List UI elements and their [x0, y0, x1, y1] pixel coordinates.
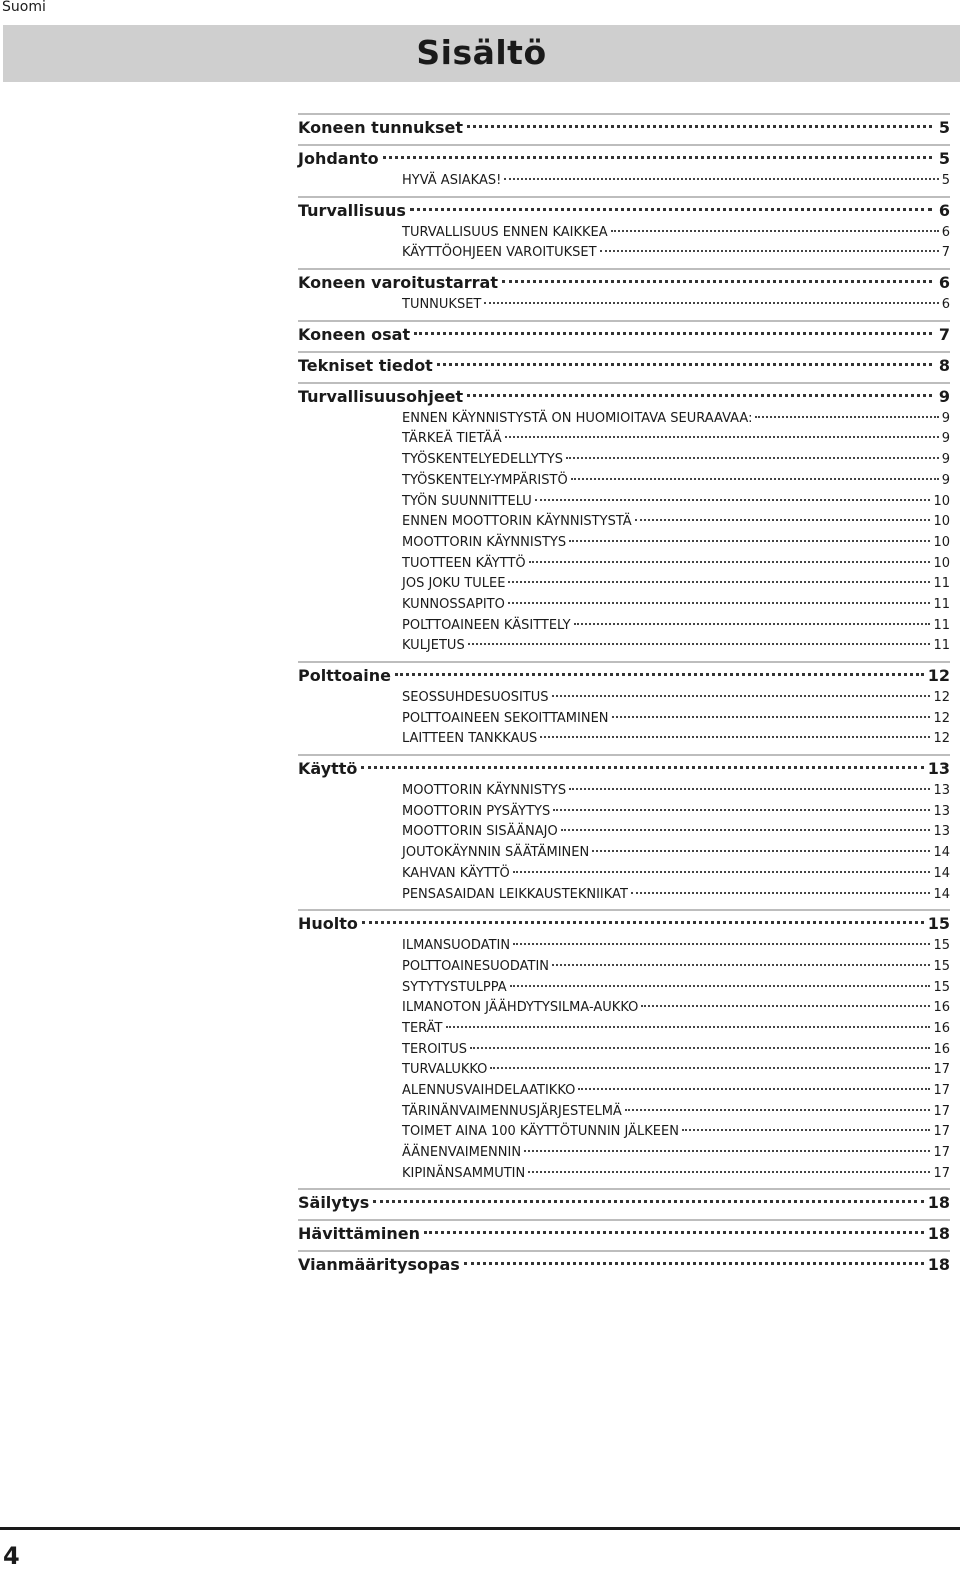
- toc-subentry-title: KÄYTTÖOHJEEN VAROITUKSET: [402, 245, 597, 261]
- toc-subentry[interactable]: [402, 411, 950, 432]
- toc-subentry-title: POLTTOAINEEN SEKOITTAMINEN: [402, 710, 609, 726]
- dot-leader: [505, 436, 939, 438]
- toc-section-entry[interactable]: [298, 1219, 950, 1248]
- toc-subentry-title: ALENNUSVAIHDELAATIKKO: [402, 1083, 576, 1098]
- toc-subentry[interactable]: [402, 597, 950, 618]
- dot-leader: [410, 208, 932, 211]
- toc-subentry-title: TURVALLISUUS ENNEN KAIKKEA: [402, 224, 608, 240]
- toc-subentry-title: SYTYTYSTULPPA: [402, 979, 507, 995]
- toc-subentry[interactable]: [402, 783, 950, 804]
- toc-subentry-title: ILMANOTON JÄÄHDYTYSILMA-AUKKO: [402, 1000, 639, 1016]
- dot-leader: [566, 457, 939, 459]
- toc-section-page: 5: [938, 149, 950, 168]
- toc-subentry-page: 12: [933, 690, 950, 705]
- toc-subentry[interactable]: [402, 1042, 950, 1063]
- toc-subentry[interactable]: [402, 473, 950, 494]
- toc-subentry-page: 15: [933, 979, 950, 995]
- dot-leader: [508, 581, 930, 583]
- dot-leader: [424, 1231, 924, 1234]
- toc-subentry-title: TÄRINÄNVAIMENNUSJÄRJESTELMÄ: [402, 1103, 622, 1119]
- toc-subentry-page: 7: [941, 245, 950, 261]
- toc-section-page: 18: [927, 1224, 950, 1244]
- toc-subentry[interactable]: [402, 690, 950, 711]
- dot-leader: [552, 695, 931, 697]
- toc-subentry-title: ILMANSUODATIN: [402, 938, 511, 954]
- dot-leader: [468, 643, 931, 645]
- dot-leader: [600, 250, 939, 252]
- toc-subentry[interactable]: [402, 959, 950, 980]
- dot-leader: [528, 1171, 930, 1173]
- page-title: Sisältö: [416, 33, 547, 72]
- toc-subentry[interactable]: [402, 1104, 950, 1125]
- toc-section-entry[interactable]: [298, 113, 950, 142]
- dot-leader: [464, 1262, 924, 1265]
- toc-section-title: Vianmääritysopas: [298, 1255, 460, 1275]
- dot-leader: [467, 394, 932, 397]
- toc-subentry[interactable]: [402, 1124, 950, 1145]
- dot-leader: [470, 1047, 930, 1049]
- title-banner: [3, 25, 960, 82]
- toc-subentry-title: TYÖN SUUNNITTELU: [402, 493, 532, 509]
- toc-section: [298, 909, 950, 1186]
- toc-subentry[interactable]: [402, 245, 950, 266]
- language-label: Suomi: [2, 0, 46, 15]
- dot-leader: [641, 1005, 930, 1007]
- dot-leader: [535, 499, 931, 501]
- toc-subentry-page: 9: [941, 472, 950, 488]
- toc-section-title: Säilytys: [298, 1193, 370, 1213]
- toc-subentry-page: 14: [933, 845, 950, 861]
- toc-section-page: 12: [927, 666, 950, 685]
- dot-leader: [513, 871, 931, 873]
- toc-section: [298, 351, 950, 380]
- toc-subentry[interactable]: [402, 711, 950, 732]
- dot-leader: [502, 280, 932, 283]
- toc-subentry-page: 10: [933, 493, 950, 509]
- toc-section-page: 15: [927, 914, 950, 934]
- toc-section: [298, 144, 950, 194]
- dot-leader: [578, 1088, 930, 1090]
- toc-subentry-page: 16: [933, 1041, 950, 1057]
- toc-subentry[interactable]: [402, 731, 950, 752]
- toc-subentry[interactable]: [402, 824, 950, 845]
- toc-section-page: 18: [927, 1255, 950, 1275]
- toc-subentry-title: JOS JOKU TULEE: [402, 576, 506, 592]
- toc-subentry[interactable]: [402, 1145, 950, 1166]
- toc-subentry-title: HYVÄ ASIAKAS!: [402, 173, 502, 188]
- toc-section: [298, 196, 950, 266]
- dot-leader: [571, 478, 939, 480]
- toc-subentry[interactable]: [402, 514, 950, 535]
- dot-leader: [524, 1150, 930, 1152]
- toc-section: [298, 320, 950, 349]
- toc-subentry[interactable]: [402, 845, 950, 866]
- toc-subentry[interactable]: [402, 938, 950, 959]
- toc-subentry-page: 16: [933, 1020, 950, 1036]
- toc-section-page: 6: [938, 200, 950, 220]
- toc-subentry[interactable]: [402, 173, 950, 194]
- toc-subentry-page: 15: [933, 938, 950, 954]
- toc-subentry-title: TYÖSKENTELY-YMPÄRISTÖ: [402, 472, 568, 488]
- dot-leader: [508, 602, 931, 604]
- dot-leader: [446, 1026, 931, 1028]
- toc-subentry-page: 6: [941, 224, 950, 240]
- dot-leader: [540, 736, 930, 738]
- toc-subentry-page: 10: [933, 514, 950, 530]
- toc-subentry[interactable]: [402, 494, 950, 515]
- dot-leader: [484, 302, 938, 304]
- dot-leader: [592, 850, 930, 852]
- toc-section-entry[interactable]: [298, 1188, 950, 1217]
- dot-leader: [569, 540, 930, 542]
- toc-subentry-title: TOIMET AINA 100 KÄYTTÖTUNNIN JÄLKEEN: [402, 1124, 679, 1140]
- table-of-contents: [298, 113, 950, 1281]
- toc-subentry-title: MOOTTORIN PYSÄYTYS: [402, 803, 551, 819]
- toc-subentry[interactable]: [402, 576, 950, 597]
- toc-subentry-title: TUOTTEEN KÄYTTÖ: [402, 555, 526, 571]
- toc-subentry-page: 10: [933, 534, 950, 550]
- toc-section-entry[interactable]: [298, 661, 950, 690]
- toc-subentry-title: KUNNOSSAPITO: [402, 596, 505, 612]
- toc-subentry-title: TEROITUS: [402, 1041, 467, 1057]
- toc-subentry-title: KULJETUS: [402, 638, 465, 654]
- toc-section: [298, 268, 950, 318]
- toc-subentry[interactable]: [402, 1166, 950, 1187]
- dot-leader: [635, 519, 931, 521]
- dot-leader: [682, 1129, 930, 1131]
- toc-section-entry[interactable]: [298, 268, 950, 297]
- toc-section-title: Turvallisuus: [298, 200, 406, 220]
- toc-subentry-page: 11: [933, 596, 950, 612]
- dot-leader: [373, 1200, 923, 1203]
- toc-subentry-page: 17: [933, 1145, 950, 1161]
- toc-subentry-title: KIPINÄNSAMMUTIN: [402, 1165, 526, 1181]
- toc-section-entry[interactable]: [298, 144, 950, 173]
- toc-subentry[interactable]: [402, 452, 950, 473]
- toc-section: [298, 1219, 950, 1248]
- toc-subentry-title: MOOTTORIN KÄYNNISTYS: [402, 783, 567, 799]
- toc-section-entry[interactable]: [298, 382, 950, 411]
- toc-subentry-page: 11: [933, 638, 950, 654]
- toc-subentry[interactable]: [402, 225, 950, 246]
- toc-section-page: 13: [927, 759, 950, 779]
- toc-subentry-title: LAITTEEN TANKKAUS: [402, 731, 538, 747]
- toc-section: [298, 382, 950, 659]
- toc-subentry-title: TURVALUKKO: [402, 1062, 488, 1078]
- toc-subentry-page: 17: [933, 1062, 950, 1078]
- dot-leader: [552, 964, 930, 966]
- toc-section-page: 5: [938, 118, 950, 137]
- toc-subentry[interactable]: [402, 1021, 950, 1042]
- toc-subentry-page: 9: [941, 452, 950, 468]
- toc-subentry[interactable]: [402, 887, 950, 908]
- toc-section-title: Koneen tunnukset: [298, 118, 464, 137]
- toc-subentry-title: TÄRKEÄ TIETÄÄ: [402, 431, 502, 447]
- toc-subentry[interactable]: [402, 866, 950, 887]
- toc-subentry[interactable]: [402, 804, 950, 825]
- toc-section: [298, 754, 950, 907]
- dot-leader: [383, 156, 932, 159]
- toc-subentry-page: 13: [933, 824, 950, 840]
- dot-leader: [625, 1109, 931, 1111]
- toc-section: [298, 1188, 950, 1217]
- toc-subentry-title: POLTTOAINEEN KÄSITTELY: [402, 617, 571, 633]
- toc-subentry-page: 17: [933, 1165, 950, 1181]
- dot-leader: [631, 892, 931, 894]
- dot-leader: [755, 416, 938, 418]
- toc-subentry-title: TYÖSKENTELYEDELLYTYS: [402, 452, 564, 468]
- dot-leader: [504, 178, 938, 180]
- dot-leader: [510, 985, 931, 987]
- toc-subentry-page: 9: [941, 410, 950, 426]
- toc-section: [298, 661, 950, 752]
- toc-subentry-title: KAHVAN KÄYTTÖ: [402, 865, 510, 881]
- toc-subentry-title: SEOSSUHDESUOSITUS: [402, 690, 549, 705]
- toc-subentry-title: ÄÄNENVAIMENNIN: [402, 1145, 522, 1161]
- toc-subentry[interactable]: [402, 1000, 950, 1021]
- toc-section-title: Polttoaine: [298, 666, 392, 685]
- toc-subentry-page: 14: [933, 886, 950, 902]
- toc-subentry-page: 6: [941, 297, 950, 313]
- footer-divider: [0, 1527, 960, 1530]
- dot-leader: [574, 623, 931, 625]
- toc-subentry-page: 11: [933, 576, 950, 592]
- dot-leader: [467, 125, 932, 128]
- dot-leader: [362, 921, 924, 924]
- toc-section-page: 18: [927, 1193, 950, 1213]
- toc-section-entry[interactable]: [298, 320, 950, 349]
- toc-subentry[interactable]: [402, 431, 950, 452]
- toc-subentry-page: 12: [933, 731, 950, 747]
- toc-subentry-page: 11: [933, 617, 950, 633]
- dot-leader: [612, 716, 931, 718]
- toc-subentry-title: PENSASAIDAN LEIKKAUSTEKNIIKAT: [402, 886, 628, 902]
- toc-subentry[interactable]: [402, 638, 950, 659]
- toc-section-title: Koneen varoitustarrat: [298, 273, 498, 293]
- toc-section-title: Johdanto: [298, 149, 379, 168]
- toc-subentry-page: 12: [933, 710, 950, 726]
- toc-subentry-page: 13: [933, 783, 950, 799]
- toc-subentry-title: ENNEN MOOTTORIN KÄYNNISTYSTÄ: [402, 514, 632, 530]
- toc-subentry-title: TUNNUKSET: [402, 297, 482, 313]
- toc-section-title: Huolto: [298, 914, 358, 934]
- toc-subentry[interactable]: [402, 980, 950, 1001]
- toc-subentry-page: 16: [933, 1000, 950, 1016]
- dot-leader: [553, 809, 930, 811]
- toc-section-entry[interactable]: [298, 1250, 950, 1279]
- toc-subentry[interactable]: [402, 1083, 950, 1104]
- toc-section-page: 6: [938, 273, 950, 293]
- toc-subentry[interactable]: [402, 1062, 950, 1083]
- dot-leader: [395, 673, 924, 676]
- toc-section-title: Koneen osat: [298, 324, 411, 344]
- toc-subentry-page: 13: [933, 803, 950, 819]
- dot-leader: [611, 230, 939, 232]
- toc-section-entry[interactable]: [298, 196, 950, 225]
- toc-section-entry[interactable]: [298, 351, 950, 380]
- toc-subentry-page: 17: [933, 1083, 950, 1098]
- dot-leader: [513, 943, 930, 945]
- toc-subentry-title: POLTTOAINESUODATIN: [402, 958, 550, 974]
- page-number: 4: [3, 1542, 20, 1570]
- toc-section-entry[interactable]: [298, 754, 950, 783]
- toc-section: [298, 113, 950, 142]
- toc-subentry-page: 5: [941, 173, 950, 188]
- toc-subentry-title: ENNEN KÄYNNISTYSTÄ ON HUOMIOITAVA SEURAAVAA:: [402, 410, 753, 426]
- toc-section-title: Käyttö: [298, 759, 358, 779]
- toc-section-entry[interactable]: [298, 909, 950, 938]
- toc-section-page: 9: [938, 386, 950, 406]
- dot-leader: [437, 363, 932, 366]
- toc-subentry[interactable]: [402, 618, 950, 639]
- toc-section-title: Tekniset tiedot: [298, 355, 433, 375]
- toc-subentry[interactable]: [402, 535, 950, 556]
- dot-leader: [361, 766, 923, 769]
- toc-subentry-page: 9: [941, 431, 950, 447]
- toc-subentry[interactable]: [402, 556, 950, 577]
- dot-leader: [569, 788, 930, 790]
- toc-subentry-page: 10: [933, 555, 950, 571]
- toc-section: [298, 1250, 950, 1279]
- dot-leader: [529, 561, 931, 563]
- toc-subentry-page: 14: [933, 865, 950, 881]
- toc-subentry-title: TERÄT: [402, 1020, 443, 1036]
- toc-subentry-title: MOOTTORIN SISÄÄNAJO: [402, 824, 558, 840]
- toc-subentry-title: MOOTTORIN KÄYNNISTYS: [402, 534, 567, 550]
- toc-section-page: 8: [938, 355, 950, 375]
- toc-subentry[interactable]: [402, 297, 950, 318]
- toc-subentry-page: 17: [933, 1103, 950, 1119]
- dot-leader: [561, 829, 931, 831]
- toc-section-title: Hävittäminen: [298, 1224, 420, 1244]
- toc-subentry-page: 15: [933, 958, 950, 974]
- toc-section-title: Turvallisuusohjeet: [298, 386, 464, 406]
- dot-leader: [490, 1067, 930, 1069]
- toc-section-page: 7: [938, 324, 950, 344]
- dot-leader: [414, 332, 932, 335]
- toc-subentry-page: 17: [933, 1124, 950, 1140]
- toc-subentry-title: JOUTOKÄYNNIN SÄÄTÄMINEN: [402, 845, 590, 861]
